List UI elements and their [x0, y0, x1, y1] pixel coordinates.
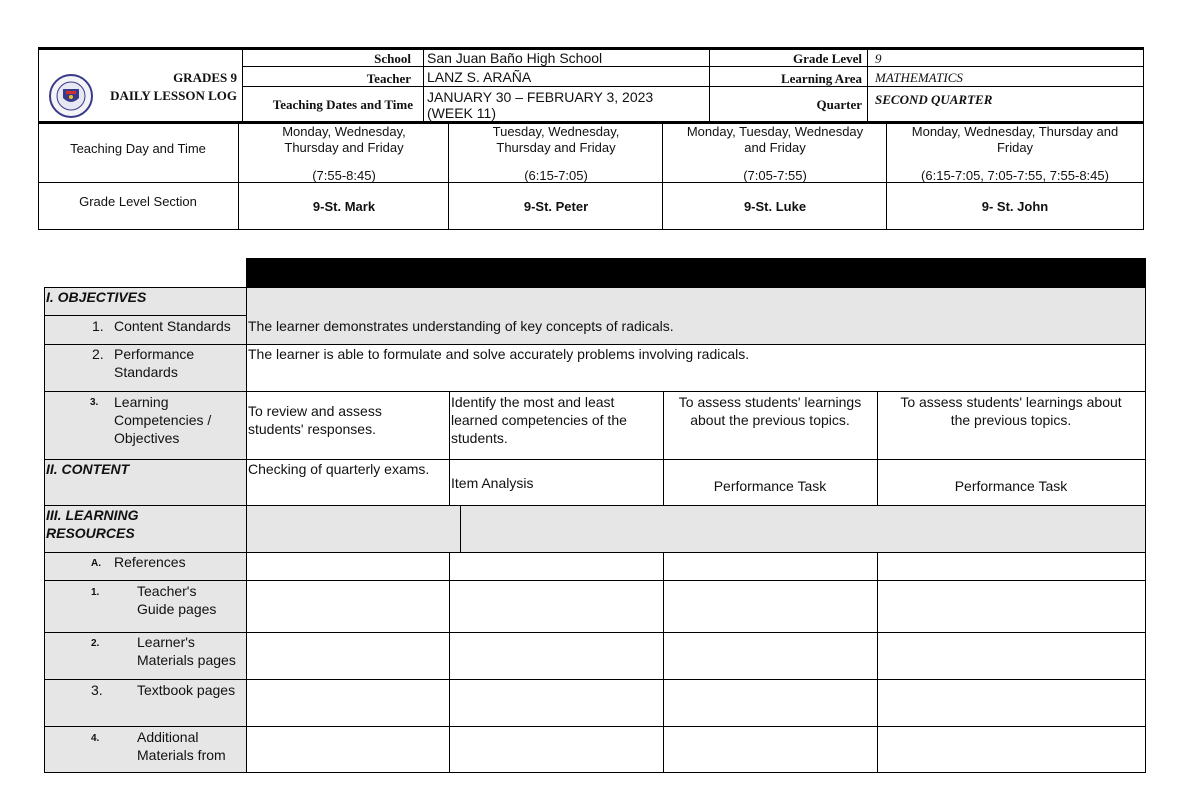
performance-standards-num: 2. — [92, 346, 104, 362]
days-line: Monday, Tuesday, Wednesday — [686, 124, 864, 139]
objectives-heading: I. OBJECTIVES — [46, 289, 147, 305]
teacher-label: Teacher — [366, 71, 411, 86]
schedule-col2-time: (6:15-7:05) — [524, 168, 588, 183]
content-col4: Performance Task — [954, 478, 1068, 494]
label-line: Standards — [114, 364, 178, 380]
performance-standards-label — [114, 345, 244, 381]
schedule-col4-time: (6:15-7:05, 7:05-7:55, 7:55-8:45) — [921, 168, 1109, 183]
text-line: the previous topics. — [950, 412, 1072, 428]
competencies-col3 — [664, 393, 876, 429]
resources-heading — [46, 506, 244, 542]
schedule-col2-section: 9-St. Peter — [523, 199, 589, 214]
quarter-label: Quarter — [816, 97, 862, 112]
dates-label: Teaching Dates and Time — [272, 97, 413, 112]
additional-label — [137, 728, 245, 764]
additional-num: 4. — [91, 733, 100, 744]
schedule-col1-time: (7:55-8:45) — [312, 168, 376, 183]
days-line: Friday — [996, 140, 1034, 155]
text-line: students. — [451, 430, 508, 446]
competencies-label — [114, 393, 244, 447]
competencies-col1 — [248, 402, 447, 438]
references-label: References — [114, 554, 186, 570]
content-standards-text: The learner demonstrates understanding of key concepts of radicals. — [248, 318, 674, 334]
textbook-label: Textbook pages — [137, 682, 236, 698]
label-line: Learning — [114, 394, 169, 410]
days-line: Thursday and Friday — [496, 140, 616, 155]
learners-materials-label — [137, 633, 245, 669]
school-value: San Juan Baño High School — [427, 50, 603, 66]
school-label: School — [374, 51, 411, 66]
schedule-col3-time: (7:05-7:55) — [743, 168, 807, 183]
days-line: Monday, Wednesday, — [282, 124, 406, 139]
text-line: To assess students' learnings — [678, 394, 862, 410]
text-line: To assess students' learnings about — [900, 394, 1122, 410]
competencies-col4 — [878, 393, 1144, 429]
text-line: learned competencies of the — [451, 412, 627, 428]
content-standards-num: 1. — [92, 318, 104, 334]
heading-line: RESOURCES — [46, 525, 135, 541]
references-num: A. — [91, 558, 101, 569]
label-line: Objectives — [114, 430, 180, 446]
dates-value-line2: (WEEK 11) — [427, 105, 496, 121]
learning-area-label: Learning Area — [780, 71, 862, 86]
grade-level-value: 9 — [875, 51, 882, 66]
grade-level-label: Grade Level — [793, 51, 862, 66]
label-line: Performance — [114, 346, 195, 362]
days-line: Monday, Wednesday, Thursday and — [911, 124, 1119, 139]
learners-materials-num: 2. — [91, 638, 100, 649]
label-line: Competencies / — [114, 412, 212, 428]
day-time-label: Teaching Day and Time — [70, 141, 206, 156]
label-line: Additional — [137, 729, 199, 745]
content-col2: Item Analysis — [451, 475, 534, 491]
content-standards-label: Content Standards — [114, 318, 231, 334]
text-line: students' responses. — [248, 421, 376, 437]
content-col1: Checking of quarterly exams. — [248, 461, 430, 477]
teachers-guide-num: 1. — [91, 587, 100, 598]
days-line: and Friday — [744, 140, 806, 155]
days-line: Tuesday, Wednesday, — [492, 124, 620, 139]
label-line: Guide pages — [137, 601, 217, 617]
teachers-guide-label — [137, 582, 245, 618]
dates-value-line1: JANUARY 30 – FEBRUARY 3, 2023 — [427, 89, 654, 105]
text-line: To review and assess — [248, 403, 382, 419]
teacher-value: LANZ S. ARAÑA — [427, 69, 532, 85]
schedule-col1-section: 9-St. Mark — [312, 199, 376, 214]
competencies-num: 3. — [90, 397, 99, 408]
heading-line: III. LEARNING — [46, 507, 139, 523]
label-line: Materials from — [137, 747, 226, 763]
days-line: Thursday and Friday — [284, 140, 404, 155]
section-label: Grade Level Section — [79, 194, 197, 209]
text-line: Identify the most and least — [451, 394, 615, 410]
label-line: Learner's — [137, 634, 195, 650]
schedule-col4-section: 9- St. John — [981, 199, 1049, 214]
label-line: Materials pages — [137, 652, 236, 668]
textbook-num: 3. — [91, 682, 103, 698]
quarter-value: SECOND QUARTER — [875, 92, 993, 107]
text-line: about the previous topics. — [690, 412, 850, 428]
performance-standards-text: The learner is able to formulate and solve accurately problems involving radicals. — [248, 346, 750, 362]
label-line: Teacher's — [137, 583, 197, 599]
content-col3: Performance Task — [713, 478, 827, 494]
content-heading: II. CONTENT — [46, 461, 130, 477]
learning-area-value: MATHEMATICS — [875, 70, 963, 85]
competencies-col2 — [451, 393, 661, 447]
log-title: DAILY LESSON LOG — [110, 88, 237, 103]
grades-title: GRADES 9 — [173, 70, 237, 85]
schedule-col3-section: 9-St. Luke — [743, 199, 807, 214]
